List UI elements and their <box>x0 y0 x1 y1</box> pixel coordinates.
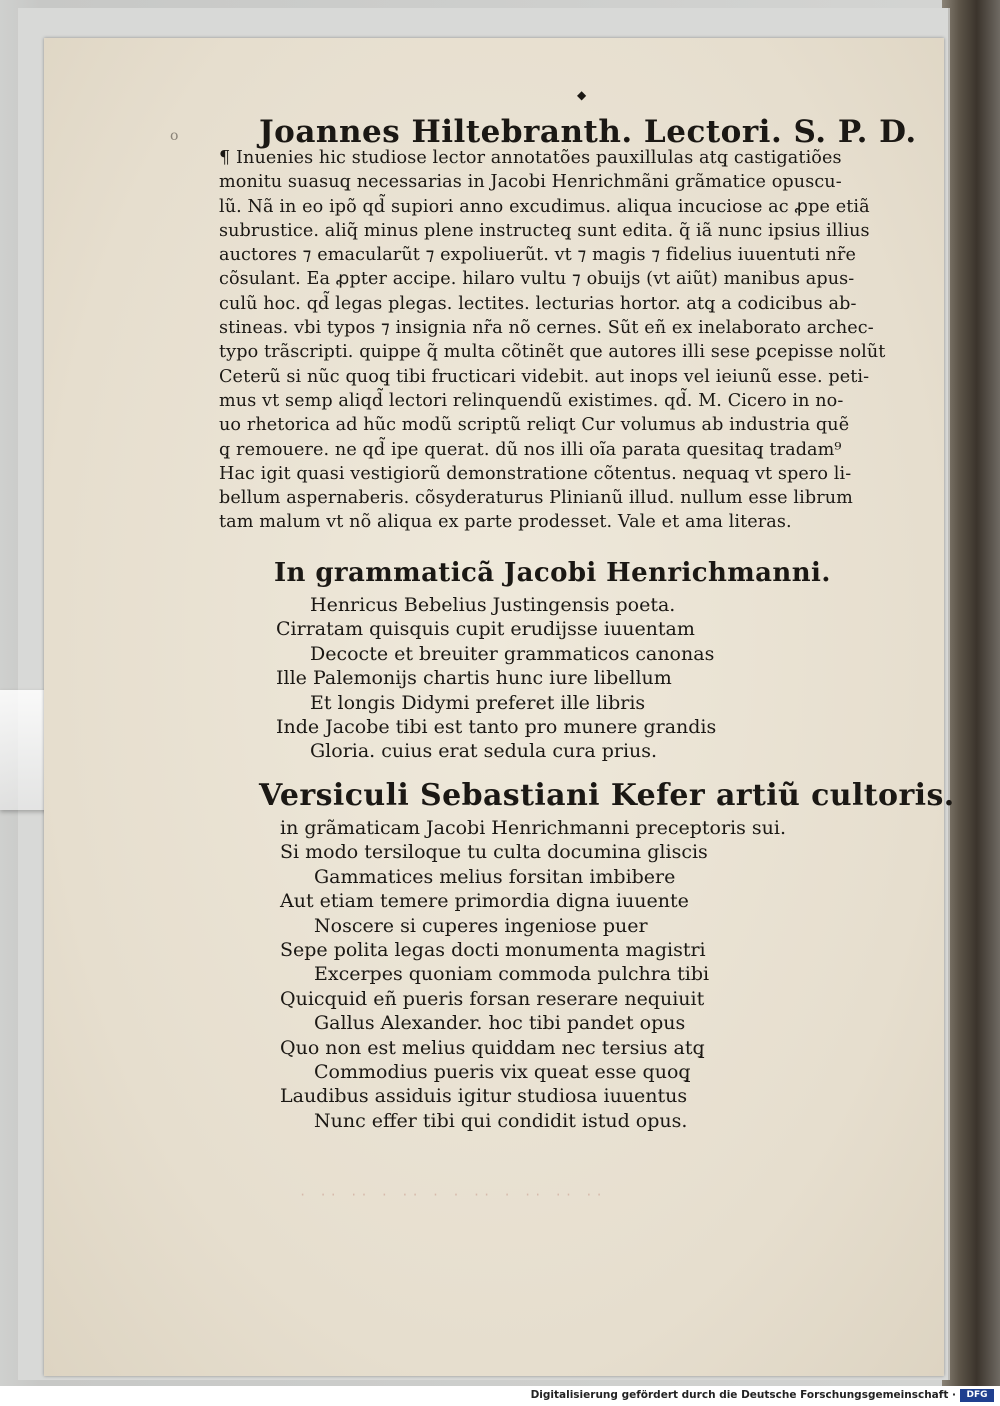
poem2-heading: Versiculi Sebastiani Kefer artiũ cultoris. <box>259 778 955 813</box>
poem2-line: Excerpes quoniam commoda pulchra tibi <box>314 963 710 986</box>
dfg-logo: DFG <box>960 1389 994 1402</box>
funding-notice: Digitalisierung gefördert durch die Deutsche Forschungsgemeinschaft · <box>530 1389 956 1401</box>
poem2-line: Aut etiam temere primordia digna iuuente <box>280 890 689 913</box>
letter-line: auctores ⁊ emacularũt ⁊ expoliuerũt. vt ⁊ magis ⁊ fidelius iuuentuti nr̃e <box>219 245 856 266</box>
letter-line: cõsulant. Ea ꝓpter accipe. hilaro vultu ⁊ obuijs (vt aiũt) manibus apus- <box>219 269 855 290</box>
letter-heading: Joannes Hiltebranth. Lectori. S. P. D. <box>259 114 917 150</box>
letter-line: tam malum vt nõ aliqua ex parte prodesset. Vale et ama literas. <box>219 512 792 533</box>
poem2-line: Sepe polita legas docti monumenta magistri <box>280 939 706 962</box>
poem1-body <box>276 593 716 764</box>
faint-offset-stain: · ·· ·· · ·· · · ·· · ·· ·· ·· <box>299 1188 606 1202</box>
poem1-line: Inde Jacobe tibi est tanto pro munere grandis <box>276 716 717 739</box>
poem1-line: Gloria. cuius erat sedula cura prius. <box>310 740 658 763</box>
poem2-line: Laudibus assiduis igitur studiosa iuuentus <box>280 1085 688 1108</box>
poem1-heading: In grammaticã Jacobi Henrichmanni. <box>274 558 831 588</box>
poem2-line: Quo non est melius quiddam nec tersius atq̧ <box>280 1036 705 1059</box>
book-spine <box>942 0 1000 1386</box>
poem1-line: Henricus Bebelius Justingensis poeta. <box>310 594 676 616</box>
letter-line: lũ. Nã in eo ipõ qd̃ supiori anno excudimus. aliqua incuciose ac ꝓpe etiã <box>219 196 870 217</box>
poem1-line: Ille Palemonijs chartis hunc iure libellum <box>276 667 672 690</box>
poem1-line: Cirratam quisquis cupit erudijsse iuuentam <box>276 618 695 641</box>
poem2-line: Noscere si cuperes ingeniose puer <box>314 914 648 937</box>
letter-line: Hac igit quasi vestigiorũ demonstratione cõtentus. nequaq̧ vt spero li- <box>219 463 852 484</box>
letter-line: typo trãscripti. quippe q̃ multa cõtinẽt que autores illi sese ꝑcepisse nolũt <box>219 342 886 363</box>
poem1-line: Et longis Didymi preferet ille libris <box>310 691 646 714</box>
document-page <box>44 38 955 1376</box>
letter-line: bellum aspernaberis. cõsyderaturus Plinianũ illud. nullum esse librum <box>219 488 853 509</box>
letter-line: ¶ Inuenies hic studiose lector annotatões pauxillulas atq̧ castigatiões <box>219 148 842 168</box>
poem1-line: Decocte et breuiter grammaticos canonas <box>310 642 715 665</box>
poem2-line: Gallus Alexander. hoc tibi pandet opus <box>314 1012 686 1035</box>
letter-line: mus vt semp aliqd̃ lectori relinquendũ existimes. qd̃. M. Cicero in no- <box>219 390 844 411</box>
margin-mark: o <box>170 128 179 144</box>
letter-line: monitu suasuq̧ necessarias in Jacobi Henrichmãni grãmatice opuscu- <box>219 172 842 193</box>
footer-bar <box>0 1386 1000 1406</box>
letter-body <box>219 146 885 535</box>
letter-line: q̧ remouere. ne qd̃ ipe querat. dũ nos illi oĩa parata quesitaq̧ tradam⁹ <box>219 439 842 460</box>
letter-line: uo rhetorica ad hũc modũ scriptũ reliqt Cur volumus ab industria quẽ <box>219 415 850 436</box>
poem2-line: Commodius pueris vix queat esse quoq̧ <box>314 1061 691 1084</box>
letter-line: subrustice. aliq̃ minus plene instructeq̧ sunt edita. q̃ iã nunc ipsius illius <box>219 220 870 241</box>
ink-dot: ◆ <box>577 88 587 102</box>
poem2-line: Si modo tersiloque tu culta documina gliscis <box>280 841 708 864</box>
poem2-line: in grãmaticam Jacobi Henrichmanni preceptoris sui. <box>280 817 786 839</box>
letter-line: stineas. vbi typos ⁊ insignia nr̃a nõ cernes. Sũt eñ ex inelaborato archec- <box>219 318 874 339</box>
poem2-line: Nunc effer tibi qui condidit istud opus. <box>314 1109 688 1132</box>
letter-line: Ceterũ si nũc quoq̧ tibi fructicari videbit. aut inops vel ieiunũ esse. peti- <box>219 366 870 387</box>
poem2-line: Gammatices melius forsitan imbibere <box>314 865 676 888</box>
poem2-body <box>280 816 786 1133</box>
letter-line: culũ hoc. qd̃ legas plegas. lectites. lecturias hortor. atq̧ a codicibus ab- <box>219 293 857 314</box>
poem2-line: Quicquid eñ pueris forsan reserare nequiuit <box>280 987 705 1010</box>
